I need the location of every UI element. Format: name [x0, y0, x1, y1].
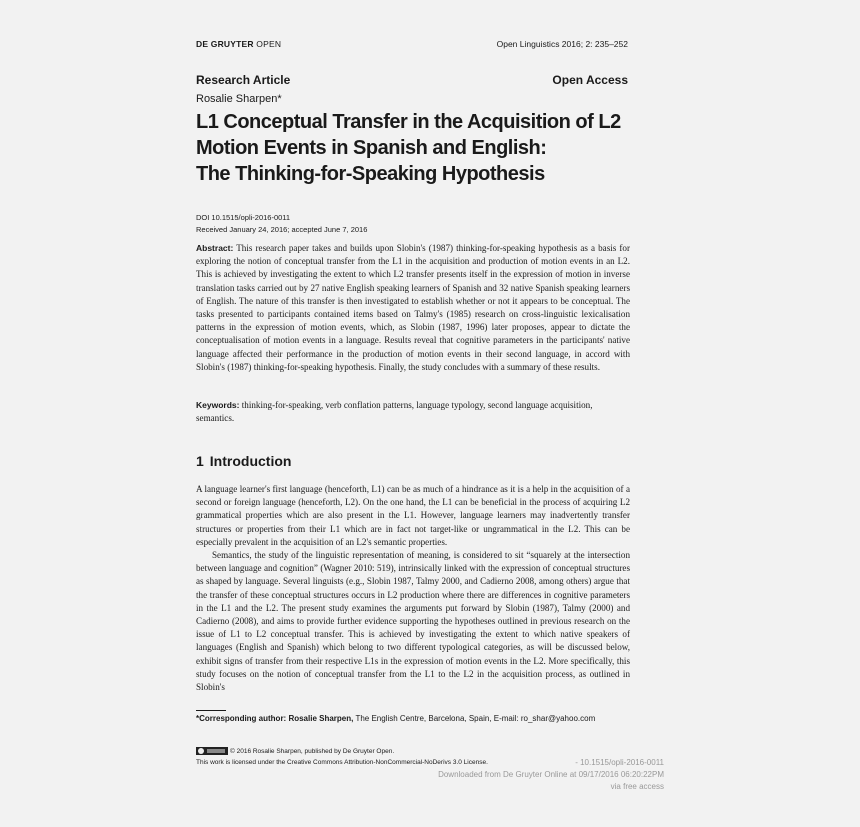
- author-name: Rosalie Sharpen*: [196, 93, 282, 105]
- received-dates: Received January 24, 2016; accepted June 7, 2016: [196, 225, 368, 234]
- download-doi: - 10.1515/opli-2016-0011: [575, 758, 664, 767]
- cc-license-icon: [196, 747, 228, 755]
- section-heading: [196, 453, 291, 469]
- abstract-text: This research paper takes and builds upon Slobin's (1987) thinking-for-speaking hypothesis as a basis for exploring the notion of conceptual transfer from the L1 in the acquisition and production of motion events in an L2. This is achieved by investigating the extent to which L2 transfer presents itself in the expression of motion in inverse translation tasks carried out by 27 native English speaking learners of Spanish and 32 native Spanish speaking learners of English. The nature of this transfer is then investigated to establish whether or not it appears to be conceptual. The tasks presented to participants contained items based on Talmy's (1985) research on cross-linguistic lexicalisation patterns in the expression of motion events, which, as Slobin (1987, 1996) later proposes, appear to dictate the conceptualisation of motion events in a language. Results reveal that cognitive parameters in the participants' native language affected their performance in the production of motion events in their second language, in accord with Slobin's (1987) thinking-for-speaking hypothesis. Finally, the study concludes with a summary of these results.: [196, 243, 631, 372]
- publisher-name-rest: OPEN: [256, 39, 282, 49]
- doi: DOI 10.1515/opli-2016-0011: [196, 213, 291, 222]
- download-access: via free access: [610, 782, 664, 791]
- publisher-logo: [196, 39, 281, 49]
- section-number: 1: [196, 453, 204, 469]
- paragraph: Semantics, the study of the linguistic representation of meaning, is considered to sit “squarely at the intersection between language and cognition” (Wagner 2010: 519), intrinsically linked with the expression of conceptual structures as shaped by language. Several linguists (e.g., Slobin 1987, Talmy 2000, and Cadierno 2008, among others) argue that the transfer of these conceptual structures occurs in L2 production where there are differences in cognitive parameters in the L1 and the L2. The present study examines the arguments put forward by Slobin (1987), Talmy (2000) and Cadierno (2008), and aims to provide further evidence supporting the hypotheses outlined in previous research on the issue of L1 to L2 conceptual transfer. This is achieved by investigating the extent to which native speakers of languages (English and Spanish) which belong to two different typological categories, as will be discussed below, exhibit signs of transfer from their respective L1s in the expression of motion events in the L2. More specifically, this study focuses on the notion of conceptual transfer from the L1 to the L2 in the acquisition process, as outlined in Slobin's: [196, 550, 630, 693]
- footnote-text: The English Centre, Barcelona, Spain, E-mail: ro_shar@yahoo.com: [355, 714, 596, 723]
- body-text: [196, 483, 630, 694]
- journal-citation: Open Linguistics 2016; 2: 235–252: [496, 39, 628, 49]
- title-line: L1 Conceptual Transfer in the Acquisition of L2: [196, 111, 621, 133]
- open-access-label: Open Access: [552, 73, 628, 87]
- copyright-line: © 2016 Rosalie Sharpen, published by De Gruyter Open.: [230, 748, 395, 755]
- article-meta: [196, 212, 367, 236]
- download-watermark: [438, 757, 664, 793]
- publisher-name-bold: DE GRUYTER: [196, 39, 254, 49]
- abstract-label: Abstract:: [196, 243, 234, 253]
- download-info: Downloaded from De Gruyter Online at 09/17/2016 06:20:22PM: [438, 770, 664, 779]
- keywords-label: Keywords:: [196, 400, 240, 410]
- keywords: [196, 399, 630, 425]
- footnote: [196, 714, 595, 723]
- abstract: [196, 242, 630, 374]
- title-line: The Thinking-for-Speaking Hypothesis: [196, 163, 545, 185]
- keywords-text: thinking-for-speaking, verb conflation patterns, language typology, second language acquisition, semantics.: [196, 400, 593, 424]
- paragraph: A language learner's first language (henceforth, L1) can be as much of a hindrance as it is a help in the acquisition of a second or foreign language (henceforth, L2). On the one hand, the L1 can be beneficial in the process of acquiring L2 grammatical properties which are also present in the L1. However, language learners may inadvertently transfer structures or properties from their L1 which are in fact not target-like or ungrammatical in the L2. This can be especially prevalent in the acquisition of an L2's semantic properties.: [196, 484, 630, 547]
- footnote-label: *Corresponding author: Rosalie Sharpen,: [196, 714, 354, 723]
- article-title: [196, 109, 636, 187]
- title-line: Motion Events in Spanish and English:: [196, 137, 547, 159]
- footnote-divider: [196, 710, 226, 711]
- section-title: Introduction: [209, 453, 292, 469]
- article-type: Research Article: [196, 73, 291, 87]
- license-line: This work is licensed under the Creative Commons Attribution-NonCommercial-NoDerivs 3.0 License.: [196, 759, 488, 766]
